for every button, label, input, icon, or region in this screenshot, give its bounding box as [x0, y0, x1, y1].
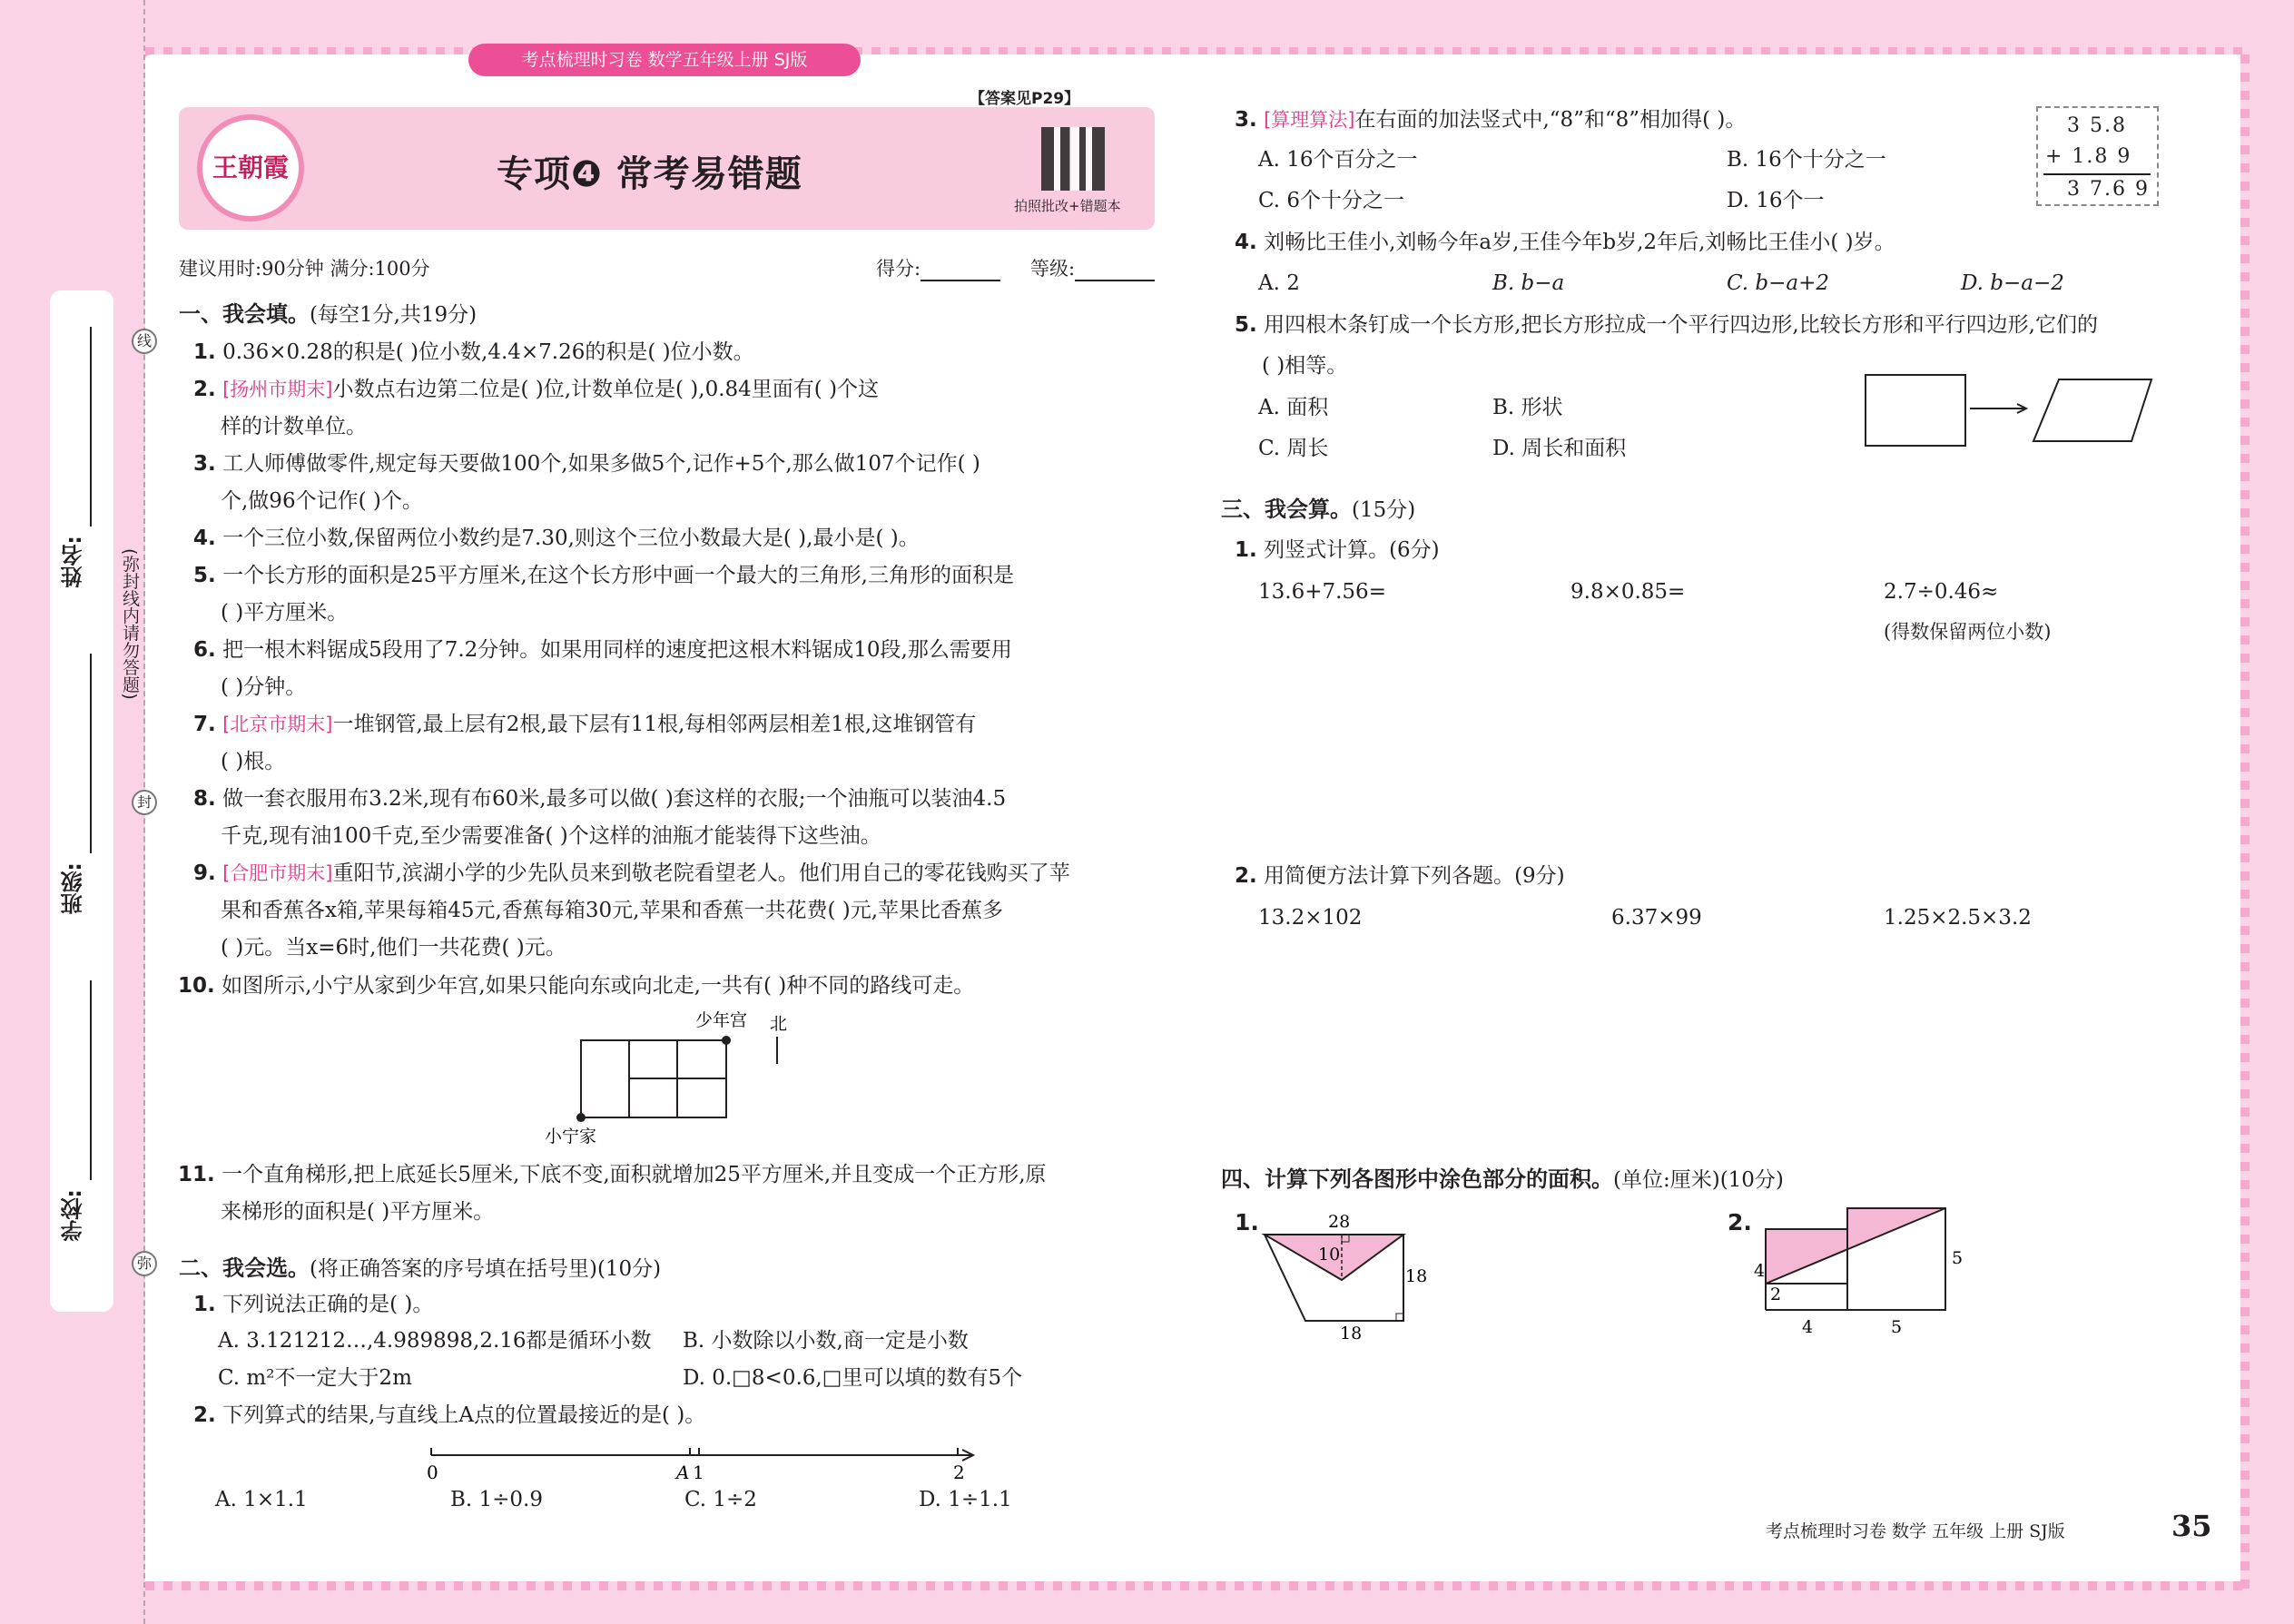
q2-5-option-c[interactable]: C. 周长	[1258, 437, 1329, 460]
q3-1-text: 列竖式计算。(6分)	[1264, 538, 1440, 562]
q2-5-text-line1: 用四根木条钉成一个长方形,把长方形拉成一个平行四边形,比较长方形和平行四边形,它们的	[1264, 313, 2098, 337]
q1-9-text-line2: 果和香蕉各x箱,苹果每箱45元,香蕉每箱30元,苹果和香蕉一共花费( )元,苹果比香蕉多	[221, 899, 1004, 922]
q2-1-text: 下列说法正确的是( )。	[222, 1293, 434, 1316]
q3-1-number: 1.	[1235, 538, 1257, 562]
q1-3-text-line2: 个,做96个记作( )个。	[221, 489, 423, 513]
q2-3-option-b[interactable]: B. 16个十分之一	[1727, 148, 1886, 172]
q2-4-text: 刘畅比王佳小,刘畅今年a岁,王佳今年b岁,2年后,刘畅比王佳小( )岁。	[1264, 231, 1895, 254]
grade-field[interactable]	[1075, 260, 1155, 281]
seal-mark-seal: 封	[132, 790, 157, 815]
q2-3-number: 3.	[1235, 108, 1257, 132]
page-number: 35	[2171, 1509, 2212, 1543]
q1-8-text-line1: 做一套衣服用布3.2米,现有布60米,最多可以做( )套这样的衣服;一个油瓶可以装油4.5	[222, 787, 1007, 811]
seal-mark-mi: 弥	[132, 1251, 157, 1276]
q3-1-expr2: 9.8×0.85=	[1570, 580, 1686, 604]
q1-9-tag: [合肥市期末]	[222, 862, 333, 884]
page-sheet	[145, 54, 2247, 1589]
qr-note: 拍照批改+错题本	[1014, 198, 1121, 214]
fig2-b1: 4	[1802, 1317, 1814, 1337]
q1-3-text-line1: 工人师傅做零件,规定每天要做100个,如果多做5个,记作+5个,那么做107个记作( )	[222, 452, 980, 476]
section2-note: (将正确答案的序号填在括号里)(10分)	[310, 1257, 662, 1281]
q1-1-number: 1.	[193, 340, 216, 364]
page-title: 专项❹ 常考易错题	[497, 153, 802, 195]
fig2-b2: 5	[1891, 1317, 1903, 1337]
q2-2-number: 2.	[193, 1403, 216, 1427]
class-field[interactable]	[90, 654, 92, 853]
q3-2-text: 用简便方法计算下列各题。(9分)	[1264, 864, 1565, 888]
score-field[interactable]	[921, 260, 1000, 281]
q2-2-option-a[interactable]: A. 1×1.1	[215, 1488, 308, 1511]
q3-1-expr1: 13.6+7.56=	[1258, 580, 1386, 604]
seal-mark-line: 线	[132, 329, 157, 354]
q2-4-number: 4.	[1235, 231, 1257, 254]
q1-1-text: 0.36×0.28的积是( )位小数,4.4×7.26的积是( )位小数。	[222, 340, 754, 364]
q2-1-option-d[interactable]: D. 0.□8<0.6,□里可以填的数有5个	[683, 1366, 1023, 1390]
tick-0: 0	[427, 1462, 438, 1483]
fig1-side: 18	[1405, 1266, 1428, 1286]
q1-9-text-line1: 重阳节,滨湖小学的少先队员来到敬老院看望老人。他们用自己的零花钱购买了苹	[332, 861, 1070, 885]
fig1-top: 28	[1328, 1212, 1351, 1232]
q1-9-text-line3: ( )元。当x=6时,他们一共花费( )元。	[221, 936, 566, 960]
q3-1-expr3-note: (得数保留两位小数)	[1884, 621, 2052, 643]
q2-4-option-d[interactable]: D. b−a−2	[1961, 271, 2064, 295]
name-label: 姓名:	[61, 536, 86, 588]
qr-code-icon[interactable]	[1041, 127, 1105, 191]
shaded-figure-2	[1752, 1206, 1970, 1342]
time-score-info: 建议用时:90分钟 满分:100分	[179, 258, 430, 280]
section2-title: 二、我会选。	[179, 1255, 310, 1281]
q1-11-text-line2: 来梯形的面积是( )平方厘米。	[221, 1200, 495, 1224]
number-line-figure	[418, 1439, 999, 1484]
vertical-addition-box	[2036, 106, 2159, 206]
q2-4-option-a[interactable]: A. 2	[1258, 271, 1300, 295]
q1-2-text-line2: 样的计数单位。	[221, 415, 367, 438]
q2-4-option-b[interactable]: B. b−a	[1492, 271, 1565, 295]
title-header	[179, 107, 1155, 230]
tick-1: 1	[693, 1462, 704, 1483]
fig2-h1: 4	[1754, 1261, 1766, 1281]
q1-11-text-line1: 一个直角梯形,把上底延长5厘米,下底不变,面积就增加25平方厘米,并且变成一个正方形,原	[222, 1163, 1047, 1186]
fig1-mid: 10	[1318, 1245, 1341, 1265]
q3-2-number: 2.	[1235, 864, 1257, 888]
class-label: 班级:	[61, 862, 86, 915]
student-info-sidebar	[50, 290, 113, 1312]
q1-7-text-line2: ( )根。	[221, 750, 286, 773]
q3-2-expr2: 6.37×99	[1611, 906, 1702, 930]
q2-1-option-c[interactable]: C. m²不一定大于2m	[218, 1366, 412, 1390]
q2-5-option-b[interactable]: B. 形状	[1492, 396, 1563, 419]
route-grid-figure	[545, 1008, 835, 1153]
q2-2-option-b[interactable]: B. 1÷0.9	[450, 1488, 544, 1511]
q2-5-number: 5.	[1235, 313, 1257, 337]
fig2-number: 2.	[1728, 1209, 1752, 1235]
seal-note: (弥封线内请勿答题)	[118, 545, 143, 704]
brand-logo: 王朝霞	[197, 114, 304, 221]
q2-5-option-d[interactable]: D. 周长和面积	[1492, 437, 1627, 460]
tick-2: 2	[953, 1462, 965, 1483]
score-label: 得分:	[876, 258, 921, 280]
q1-7-number: 7.	[193, 713, 216, 736]
section4-note: (单位:厘米)(10分)	[1613, 1168, 1784, 1192]
q2-2-option-c[interactable]: C. 1÷2	[684, 1488, 757, 1511]
q1-5-number: 5.	[193, 564, 216, 587]
q2-1-option-a[interactable]: A. 3.121212…,4.989898,2.16都是循环小数	[218, 1329, 652, 1353]
tick-a: A	[676, 1462, 690, 1483]
q1-5-text-line1: 一个长方形的面积是25平方厘米,在这个长方形中画一个最大的三角形,三角形的面积是	[222, 564, 1014, 587]
section1-title: 一、我会填。	[179, 301, 310, 327]
series-banner: 考点梳理时习卷 数学五年级上册 SJ版	[468, 44, 861, 76]
q1-4-number: 4.	[193, 527, 216, 550]
grade-label: 等级:	[1030, 258, 1076, 280]
q1-2-number: 2.	[193, 378, 216, 401]
fig1-number: 1.	[1235, 1209, 1259, 1235]
q1-7-tag: [北京市期末]	[222, 714, 333, 735]
name-field[interactable]	[90, 327, 92, 527]
section4-title: 四、计算下列各图形中涂色部分的面积。	[1221, 1166, 1613, 1192]
q3-2-expr3: 1.25×2.5×3.2	[1884, 906, 2032, 930]
calc-row2: + 1.8 9	[2045, 145, 2132, 168]
bottom-wave-border	[145, 1581, 2247, 1590]
q1-7-text-line1: 一堆钢管,最上层有2根,最下层有11根,每相邻两层相差1根,这堆钢管有	[332, 713, 977, 736]
footer-text: 考点梳理时习卷 数学 五年级 上册 SJ版	[1766, 1521, 2065, 1541]
q2-2-text: 下列算式的结果,与直线上A点的位置最接近的是( )。	[222, 1403, 706, 1427]
q2-3-tag: [算理算法]	[1264, 109, 1355, 131]
answer-reference: 【答案见P29】	[970, 90, 1080, 108]
section3-title: 三、我会算。	[1221, 497, 1352, 522]
section1-note: (每空1分,共19分)	[310, 303, 478, 327]
q1-2-text-line1: 小数点右边第二位是( )位,计数单位是( ),0.84里面有( )个这	[332, 378, 880, 401]
calc-row3: 3 7.6 9	[2067, 178, 2150, 201]
q3-2-expr1: 13.2×102	[1258, 906, 1363, 930]
q2-1-option-b[interactable]: B. 小数除以小数,商一定是小数	[683, 1329, 969, 1353]
shaded-figure-1	[1260, 1207, 1442, 1343]
q1-8-text-line2: 千克,现有油100千克,至少需要准备( )个这样的油瓶才能装得下这些油。	[221, 824, 881, 848]
fig2-h2: 2	[1770, 1284, 1782, 1304]
q2-3-option-a[interactable]: A. 16个百分之一	[1258, 148, 1418, 172]
q2-3-option-c[interactable]: C. 6个十分之一	[1258, 189, 1405, 212]
q1-6-text-line1: 把一根木料锯成5段用了7.2分钟。如果用同样的速度把这根木料锯成10段,那么需要用	[222, 638, 1012, 662]
q1-11-number: 11.	[178, 1163, 215, 1186]
q2-1-number: 1.	[193, 1293, 216, 1316]
q1-10-text: 如图所示,小宁从家到少年宫,如果只能向东或向北走,一共有( )种不同的路线可走。	[222, 974, 975, 998]
q2-3-text: 在右面的加法竖式中,“8”和“8”相加得( )。	[1354, 108, 1747, 132]
q1-4-text: 一个三位小数,保留两位小数约是7.30,则这个三位小数最大是( ),最小是( )。	[222, 527, 920, 550]
q1-2-tag: [扬州市期末]	[222, 379, 333, 400]
calc-row1: 3 5.8	[2067, 114, 2127, 137]
q1-9-number: 9.	[193, 861, 216, 885]
q3-1-expr3: 2.7÷0.46≈	[1884, 580, 1999, 604]
q2-5-option-a[interactable]: A. 面积	[1258, 396, 1329, 419]
q2-4-option-c[interactable]: C. b−a+2	[1727, 271, 1830, 295]
q1-10-number: 10.	[178, 974, 215, 998]
q2-2-option-d[interactable]: D. 1÷1.1	[919, 1488, 1012, 1511]
fig-north-label: 北	[770, 1014, 788, 1034]
q2-5-text-line2: ( )相等。	[1262, 354, 1348, 378]
q1-5-text-line2: ( )平方厘米。	[221, 601, 349, 625]
q2-3-option-d[interactable]: D. 16个一	[1727, 189, 1825, 212]
q1-8-number: 8.	[193, 787, 216, 811]
section3-note: (15分)	[1352, 498, 1416, 522]
fig-palace-label: 少年宫	[695, 1010, 748, 1030]
rect-to-parallelogram-figure	[1861, 370, 2161, 452]
q1-3-number: 3.	[193, 452, 216, 476]
q1-6-number: 6.	[193, 638, 216, 662]
school-label: 学校:	[61, 1189, 86, 1242]
fig2-right: 5	[1952, 1248, 1964, 1268]
right-wave-border	[2240, 54, 2250, 1589]
q1-6-text-line2: ( )分钟。	[221, 675, 307, 699]
school-field[interactable]	[90, 980, 92, 1180]
fig1-bottom: 18	[1340, 1324, 1363, 1343]
fig-home-label: 小宁家	[545, 1127, 597, 1147]
